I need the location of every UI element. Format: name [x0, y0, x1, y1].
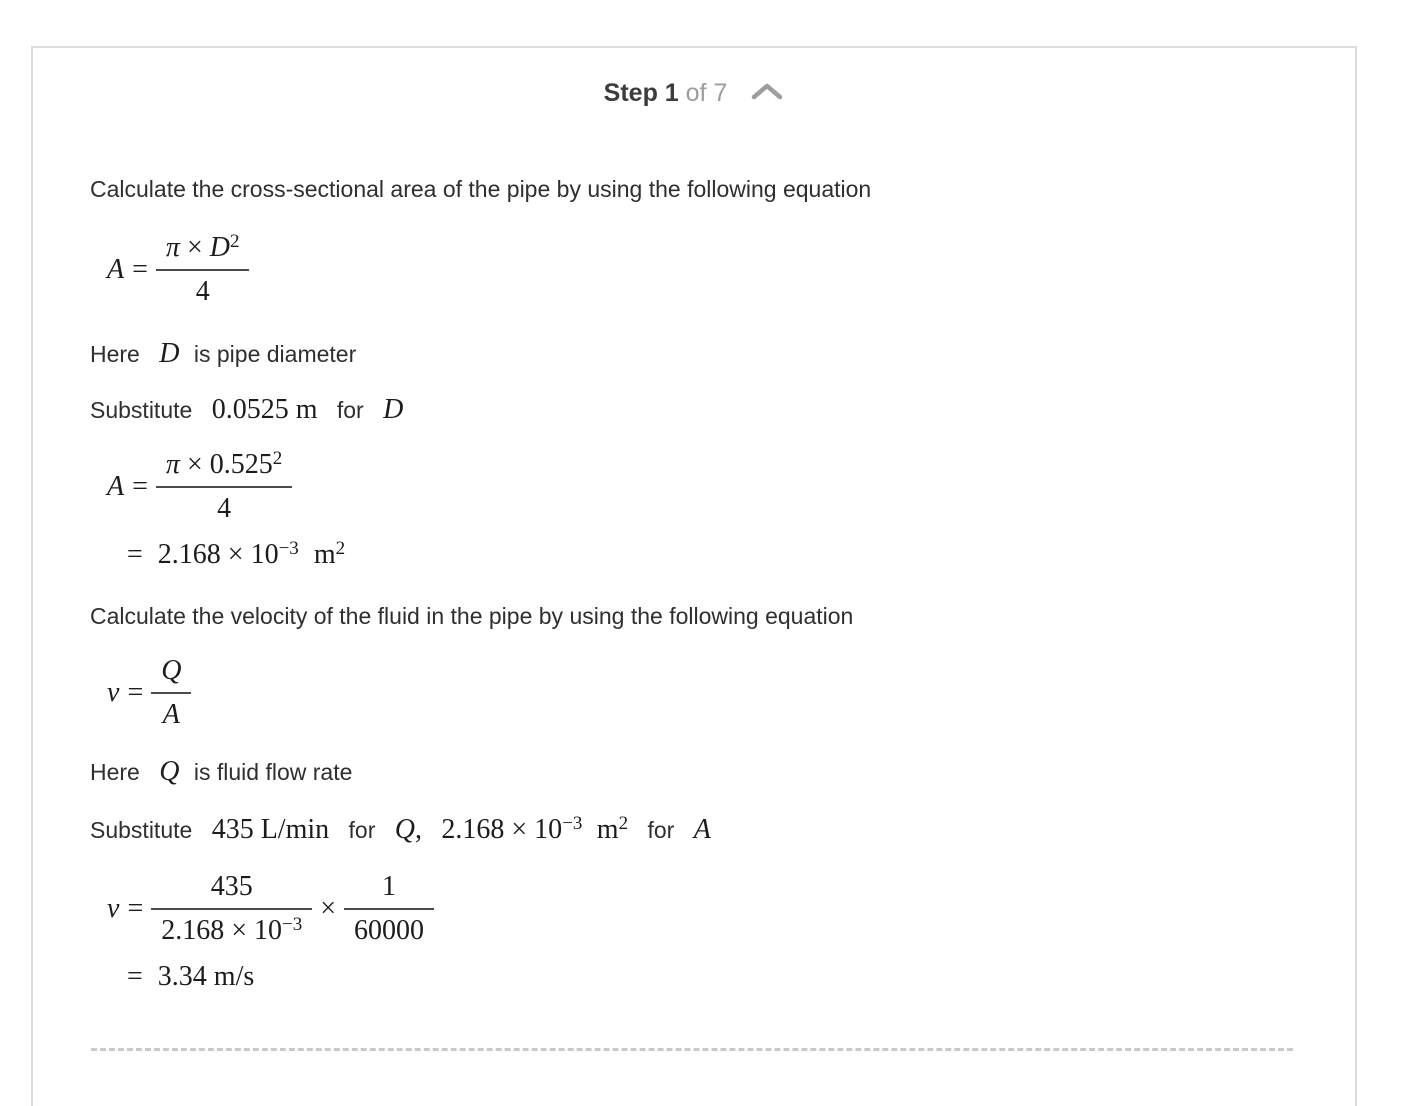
math-var-v: v [107, 677, 120, 708]
equation-row [107, 449, 1298, 525]
equation-velocity-general [107, 655, 1298, 731]
math-var-D: D [159, 338, 180, 369]
chevron-up-icon [750, 81, 784, 103]
solution-step-card [31, 46, 1357, 1106]
math-var-v: v [107, 893, 120, 924]
fraction-numerator: 1 [382, 871, 397, 902]
math-equals: = [132, 471, 148, 502]
step-number-label: Step 1 [603, 79, 679, 107]
fraction-denominator: 4 [156, 486, 292, 525]
equation-velocity-substituted [107, 871, 1298, 993]
definition-diameter: Here D is pipe diameter [90, 338, 357, 369]
math-var-A: A [107, 254, 125, 285]
value-diameter: 0.0525 m [211, 394, 318, 425]
fraction-denominator: 60000 [344, 908, 434, 947]
fraction [151, 655, 191, 731]
result-velocity-value: 3.34 m/s [157, 961, 255, 992]
equation-area-general [107, 232, 1298, 308]
step-header [33, 48, 1355, 108]
definition-flow-rate: Here Q is fluid flow rate [90, 756, 353, 787]
fraction-denominator: $2.168 \times 10^{-3}$ [151, 908, 312, 947]
math-var-Q: Q [394, 814, 415, 845]
math-equals: = [127, 677, 144, 708]
value-area-unit: m [596, 814, 619, 845]
result-area-value: 2.168 × 10 [157, 539, 279, 570]
instruction-area: Calculate the cross-sectional area of the pipe by using the following equation [90, 176, 872, 202]
fraction-numerator: Q [161, 655, 182, 686]
math-equals: = [127, 893, 144, 924]
step-divider [91, 1048, 1293, 1051]
instruction-velocity: Calculate the velocity of the fluid in the pipe by using the following equation [90, 603, 854, 629]
fraction-numerator: $\pi \times D^2$ [165, 231, 240, 263]
fraction-numerator: 435 [210, 871, 253, 902]
value-flow-rate: 435 L/min [211, 814, 330, 845]
fraction-numerator: $\pi \times 0.525^2$ [165, 448, 283, 480]
equation-result-line [127, 961, 1298, 993]
math-var-A: A [107, 471, 125, 502]
fraction [156, 449, 292, 525]
substitution-diameter: Substitute 0.0525 m for D [90, 394, 404, 425]
math-equals: = [132, 254, 148, 285]
result-area-unit: m [313, 539, 336, 570]
equation-row [107, 871, 1298, 947]
fraction-denominator: 4 [156, 269, 250, 308]
collapse-step-button[interactable] [750, 81, 784, 103]
fraction [344, 871, 434, 947]
math-var-D: D [383, 394, 404, 425]
step-count-label: of 7 [685, 79, 728, 107]
substitution-flow-rate: Substitute 435 L/min for Q, $2.168 \times 10^{-3}$ $m^2$ for A [90, 813, 711, 845]
fraction [156, 232, 250, 308]
value-area: 2.168 × 10 [441, 814, 563, 845]
fraction [151, 871, 312, 947]
equation-result-line: = $2.168 \times 10^{-3}$ $m^2$ [127, 538, 346, 570]
math-var-A: A [693, 814, 711, 845]
fraction-denominator: A [151, 692, 191, 731]
step-content [33, 174, 1355, 993]
math-equals: = [127, 539, 143, 570]
math-equals: = [127, 961, 143, 992]
math-times: × [320, 893, 337, 924]
math-var-Q: Q [159, 756, 180, 787]
equation-area-substituted [107, 449, 1298, 571]
